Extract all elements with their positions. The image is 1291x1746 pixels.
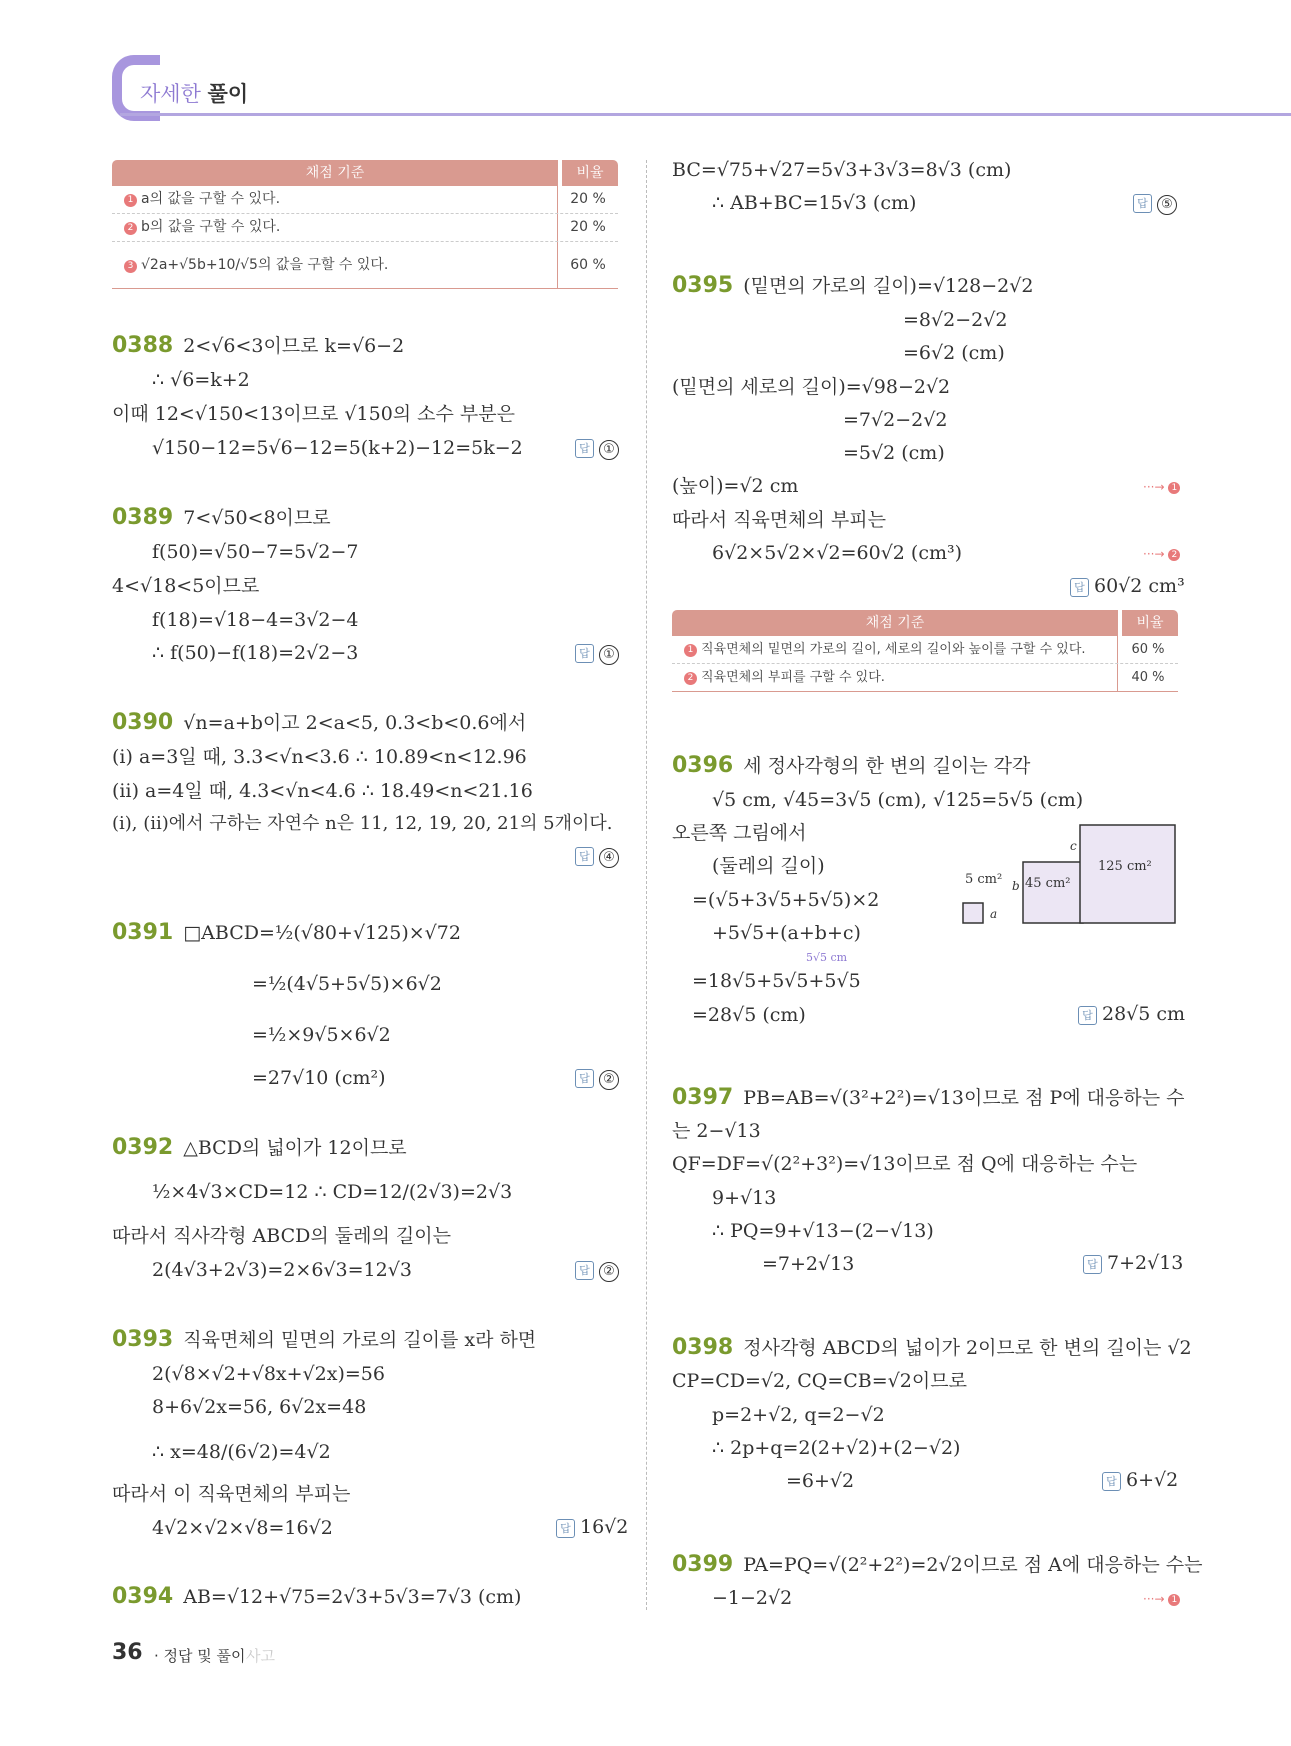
label-a: a [990, 907, 998, 921]
problem-0391-line1: 0391 □ABCD=½(√80+√125)×√72 [112, 920, 461, 945]
problem-0395-line7: (높이)=√2 cm [672, 475, 799, 497]
answer-0396: 답 28√5 cm [1078, 1003, 1185, 1025]
problem-0390-line4: (ⅰ), (ⅱ)에서 구하는 자연수 n은 11, 12, 19, 20, 21의 5개이다. [112, 813, 613, 834]
problem-0392-line4: 2(4√3+2√3)=2×6√3=12√3 [152, 1259, 412, 1281]
problem-0393-line5: 따라서 이 직육면체의 부피는 [112, 1483, 351, 1505]
problem-0391-line2: =½(4√5+5√5)×6√2 [252, 973, 442, 995]
problem-0393-line6: 4√2×√2×√8=16√2 [152, 1517, 333, 1539]
answer-0393: 답 16√2 [556, 1516, 628, 1538]
problem-0390-line2: (ⅰ) a=3일 때, 3.3<√n<3.6 ∴ 10.89<n<12.96 [112, 746, 527, 768]
problem-0392-line2: ½×4√3×CD=12 ∴ CD=12/(2√3)=2√3 [152, 1181, 513, 1203]
problem-0398-line2: CP=CD=√2, CQ=CB=√2이므로 [672, 1370, 967, 1392]
problem-0396-line1: 0396 세 정사각형의 한 변의 길이는 각각 [672, 753, 1031, 778]
problem-0396-line4: (둘레의 길이) [712, 855, 825, 877]
column-divider [646, 160, 647, 1610]
problem-0393-line3: 8+6√2x=56, 6√2x=48 [152, 1396, 367, 1418]
step-marker-1: ···→ 1 [1143, 1592, 1180, 1606]
problem-0389-line5: ∴ f(50)−f(18)=2√2−3 [152, 642, 359, 664]
problem-0397-line5: ∴ PQ=9+√13−(2−√13) [712, 1220, 934, 1242]
problem-0395-line4: (밑면의 세로의 길이)=√98−2√2 [672, 376, 951, 398]
problem-0397-line1: 0397 PB=AB=√(3²+2²)=√13이므로 점 P에 대응하는 수 [672, 1085, 1185, 1110]
problem-0397-line2: 는 2−√13 [672, 1120, 761, 1142]
problem-0395-line1: 0395 (밑면의 가로의 길이)=√128−2√2 [672, 273, 1034, 298]
answer-0397: 답 7+2√13 [1083, 1252, 1183, 1274]
footer-watermark: 사고 [246, 1647, 275, 1665]
answer-0389: 답 ① [575, 641, 619, 665]
footer-label: · 정답 및 풀이 [154, 1647, 246, 1665]
problem-0396-line6: +5√5+(a+b+c) [712, 922, 861, 944]
problem-0394-line2: BC=√75+√27=5√3+3√3=8√3 (cm) [672, 159, 1012, 181]
problem-0396-line2: √5 cm, √45=3√5 (cm), √125=5√5 (cm) [712, 789, 1084, 811]
problem-0397-line3: QF=DF=√(2²+3²)=√13이므로 점 Q에 대응하는 수는 [672, 1153, 1138, 1175]
problem-0394-line3: ∴ AB+BC=15√3 (cm) [712, 192, 917, 214]
problem-0395-line9: 6√2×5√2×√2=60√2 (cm³) [712, 542, 963, 564]
problem-0398-line3: p=2+√2, q=2−√2 [712, 1404, 885, 1426]
label-c: c [1070, 839, 1077, 853]
table-row: 1 직육면체의 밑면의 가로의 길이, 세로의 길이와 높이를 구할 수 있다. 60 % [672, 636, 1178, 664]
problem-0398-line5: =6+√2 [786, 1470, 855, 1492]
squares-figure [960, 820, 1180, 925]
answer-0398: 답 6+√2 [1102, 1469, 1178, 1491]
problem-0399-line2: −1−2√2 [712, 1587, 793, 1609]
answer-0392: 답 ② [575, 1258, 619, 1282]
middle-square-label: 45 cm² [1025, 876, 1071, 891]
answer-0388: 답 ① [575, 436, 619, 460]
problem-0395-line3: =6√2 (cm) [903, 342, 1005, 364]
problem-0388-line3: 이때 12<√150<13이므로 √150의 소수 부분은 [112, 403, 515, 425]
small-square-label: 5 cm² [965, 872, 1003, 887]
problem-0389-line4: f(18)=√18−4=3√2−4 [152, 609, 359, 631]
small-square [963, 903, 983, 923]
problem-0389-line1: 0389 7<√50<8이므로 [112, 505, 331, 530]
table-row: 3 √2a+√5b+10/√5의 값을 구할 수 있다. 60 % [112, 242, 618, 288]
problem-0389-line2: f(50)=√50−7=5√2−7 [152, 541, 359, 563]
answer-0394: 답 ⑤ [1133, 191, 1177, 215]
problem-0389-line3: 4<√18<5이므로 [112, 575, 260, 597]
problem-0396-line5: =(√5+3√5+5√5)×2 [692, 889, 880, 911]
problem-0388-line2: ∴ √6=k+2 [152, 369, 250, 391]
table-row: 1 a의 값을 구할 수 있다. 20 % [112, 186, 618, 214]
problem-0390-line1: 0390 √n=a+b이고 2<a<5, 0.3<b<0.6에서 [112, 710, 527, 735]
table-row: 2 직육면체의 부피를 구할 수 있다. 40 % [672, 664, 1178, 691]
problem-0392-line1: 0392 △BCD의 넓이가 12이므로 [112, 1135, 407, 1160]
problem-0395-line6: =5√2 (cm) [843, 442, 945, 464]
problem-0396-line8: =28√5 (cm) [692, 1004, 806, 1026]
middle-square [1023, 862, 1083, 923]
problem-0398-line1: 0398 정사각형 ABCD의 넓이가 2이므로 한 변의 길이는 √2 [672, 1335, 1192, 1360]
problem-0399-line1: 0399 PA=PQ=√(2²+2²)=2√2이므로 점 A에 대응하는 수는 [672, 1552, 1203, 1577]
page-header-title: 자세한 풀이 [140, 82, 249, 106]
problem-0393-line2: 2(√8×√2+√8x+√2x)=56 [152, 1363, 385, 1385]
answer-0391: 답 ② [575, 1066, 619, 1090]
large-square [1080, 825, 1175, 923]
problem-0392-line3: 따라서 직사각형 ABCD의 둘레의 길이는 [112, 1225, 451, 1247]
problem-0397-line6: =7+2√13 [762, 1253, 855, 1275]
problem-0395-line5: =7√2−2√2 [843, 409, 948, 431]
problem-0388-line4: √150−12=5√6−12=5(k+2)−12=5k−2 [152, 437, 523, 459]
problem-0396-line3: 오른쪽 그림에서 [672, 822, 807, 844]
problem-0395-line8: 따라서 직육면체의 부피는 [672, 509, 886, 531]
problem-0396-note: 5√5 cm [806, 951, 848, 964]
problem-0397-line4: 9+√13 [712, 1187, 777, 1209]
answer-0390: 답 ④ [575, 844, 619, 868]
step-marker-1: ···→ 1 [1143, 480, 1180, 494]
header-rule [120, 113, 1291, 116]
answer-0395: 답 60√2 cm³ [1070, 575, 1185, 597]
problem-0398-line4: ∴ 2p+q=2(2+√2)+(2−√2) [712, 1437, 961, 1459]
problem-0390-line3: (ⅱ) a=4일 때, 4.3<√n<4.6 ∴ 18.49<n<21.16 [112, 780, 533, 802]
problem-0395-line2: =8√2−2√2 [903, 309, 1008, 331]
label-b: b [1012, 879, 1020, 893]
table-row: 2 b의 값을 구할 수 있다. 20 % [112, 214, 618, 242]
page-number: 36 [112, 1640, 143, 1665]
grading-table-0395: 채점 기준 비율 1 직육면체의 밑면의 가로의 길이, 세로의 길이와 높이를 구할 수 있다. 60 % 2 직육면체의 부피를 구할 수 있다. 40 % [672, 610, 1178, 692]
problem-0393-line4: ∴ x=48/(6√2)=4√2 [152, 1441, 331, 1463]
problem-0391-line4: =27√10 (cm²) [252, 1067, 386, 1089]
problem-0396-line7: =18√5+5√5+5√5 [692, 970, 861, 992]
problem-0388-line1: 0388 2<√6<3이므로 k=√6−2 [112, 333, 405, 358]
large-square-label: 125 cm² [1098, 859, 1152, 874]
problem-0391-line3: =½×9√5×6√2 [252, 1024, 391, 1046]
problem-0393-line1: 0393 직육면체의 밑면의 가로의 길이를 x라 하면 [112, 1327, 537, 1352]
step-marker-2: ···→ 2 [1143, 547, 1180, 561]
grading-table-top: 채점 기준 비율 1 a의 값을 구할 수 있다. 20 % 2 b의 값을 구할 수 있다. 20 % 3 √2a+√5b+10/√5의 값을 구할 수 있다. 60 % [112, 160, 618, 289]
problem-0394-line1: 0394 AB=√12+√75=2√3+5√3=7√3 (cm) [112, 1584, 522, 1609]
